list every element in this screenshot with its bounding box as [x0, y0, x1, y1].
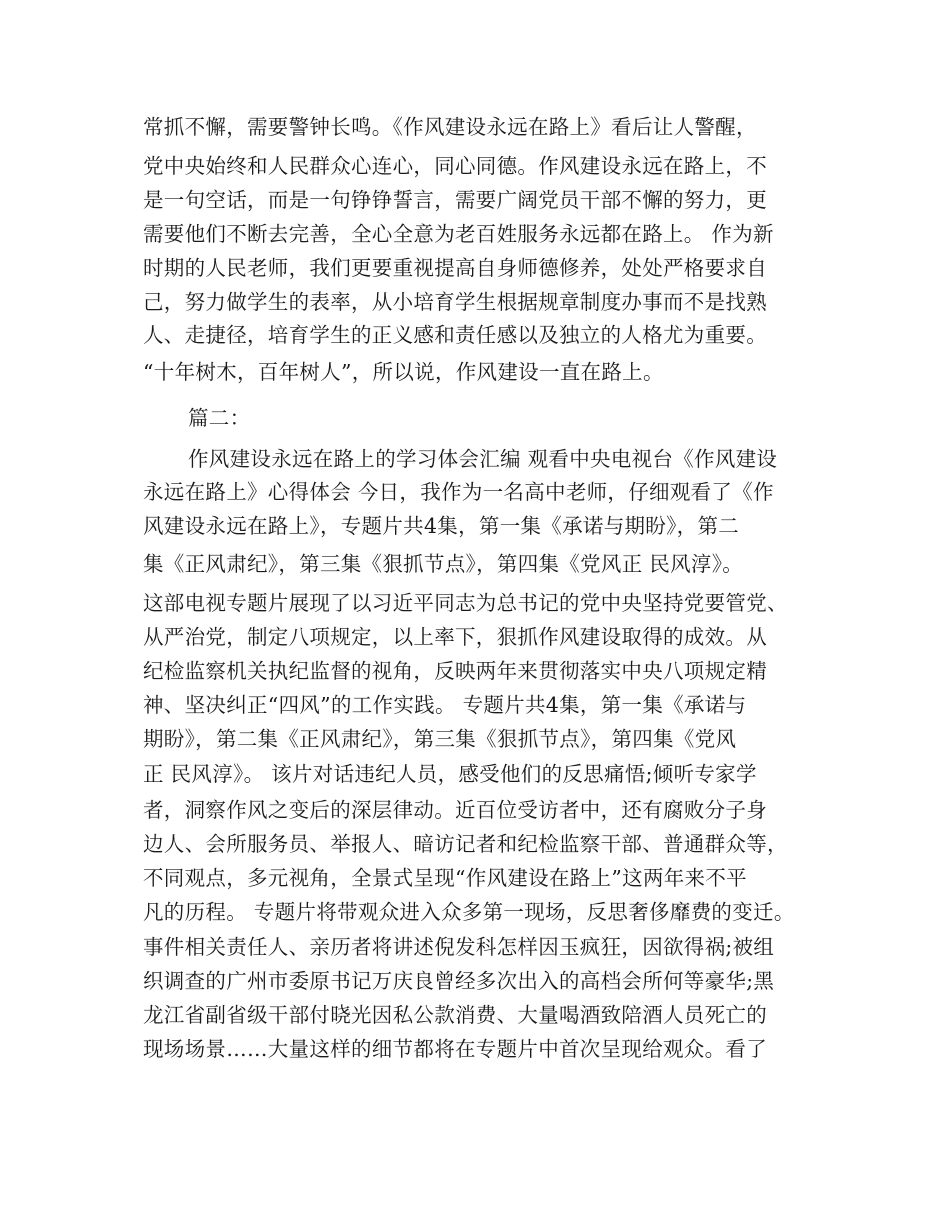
paragraph-line: 是一句空话，而是一句铮铮誓言，需要广阔党员干部不懈的努力，更	[143, 188, 767, 212]
section-heading: 篇二：	[188, 406, 251, 430]
paragraph-line: “十年树木，百年树人”，所以说，作风建设一直在路上。	[143, 360, 664, 384]
paragraph-line: 永远在路上》心得体会 今日，我作为一名高中老师，仔细观看了《作	[143, 480, 774, 504]
paragraph-line: 龙江省副省级干部付晓光因私公款消费、大量喝酒致陪酒人员死亡的	[143, 1003, 767, 1027]
paragraph-line: 者，洞察作风之变后的深层律动。近百位受访者中，还有腐败分子身	[143, 798, 767, 822]
paragraph-line: 党中央始终和人民群众心连心，同心同德。作风建设永远在路上，不	[143, 154, 767, 178]
paragraph-line: 凡的历程。 专题片将带观众进入众多第一现场，反思奢侈靡费的变迁。	[143, 900, 795, 924]
paragraph-line: 从严治党，制定八项规定，以上率下，狠抓作风建设取得的成效。从	[143, 625, 767, 649]
paragraph-line: 纪检监察机关执纪监督的视角，反映两年来贯彻落实中央八项规定精	[143, 659, 767, 683]
paragraph-line: 神、坚决纠正“四风”的工作实践。 专题片共4集，第一集《承诺与	[143, 693, 747, 717]
paragraph-line: 集《正风肃纪》，第三集《狠抓节点》，第四集《党风正 民风淳》。	[143, 552, 744, 576]
paragraph-line: 事件相关责任人、亲历者将讲述倪发科怎样因玉疯狂，因欲得祸;被组	[143, 935, 775, 959]
paragraph-line: 正 民风淳》。 该片对话违纪人员，感受他们的反思痛悟;倾听专家学	[143, 762, 757, 786]
paragraph-line: 风建设永远在路上》，专题片共4集，第一集《承诺与期盼》，第二	[143, 514, 740, 538]
paragraph-line: 作风建设永远在路上的学习体会汇编 观看中央电视台《作风建设	[188, 447, 778, 471]
paragraph-line: 期盼》，第二集《正风肃纪》，第三集《狠抓节点》，第四集《党风	[143, 727, 737, 751]
paragraph-line: 不同观点，多元视角，全景式呈现“作风建设在路上”这两年来不平	[143, 866, 747, 890]
paragraph-line: 己，努力做学生的表率，从小培育学生根据规章制度办事而不是找熟	[143, 290, 767, 314]
paragraph-line: 这部电视专题片展现了以习近平同志为总书记的党中央坚持党要管党、	[143, 591, 788, 615]
paragraph-line: 需要他们不断去完善，全心全意为老百姓服务永远都在路上。 作为新	[143, 222, 774, 246]
paragraph-line: 边人、会所服务员、举报人、暗访记者和纪检监察干部、普通群众等，	[143, 832, 788, 856]
paragraph-line: 织调查的广州市委原书记万庆良曾经多次出入的高档会所何等豪华;黑	[143, 969, 775, 993]
paragraph-line: 现场场景……大量这样的细节都将在专题片中首次呈现给观众。看了	[143, 1037, 767, 1061]
paragraph-line: 常抓不懈，需要警钟长鸣。《作风建设永远在路上》看后让人警醒，	[143, 115, 757, 139]
paragraph-line: 人、走捷径，培育学生的正义感和责任感以及独立的人格尤为重要。	[143, 323, 767, 347]
paragraph-line: 时期的人民老师，我们更要重视提高自身师德修养，处处严格要求自	[143, 256, 767, 280]
